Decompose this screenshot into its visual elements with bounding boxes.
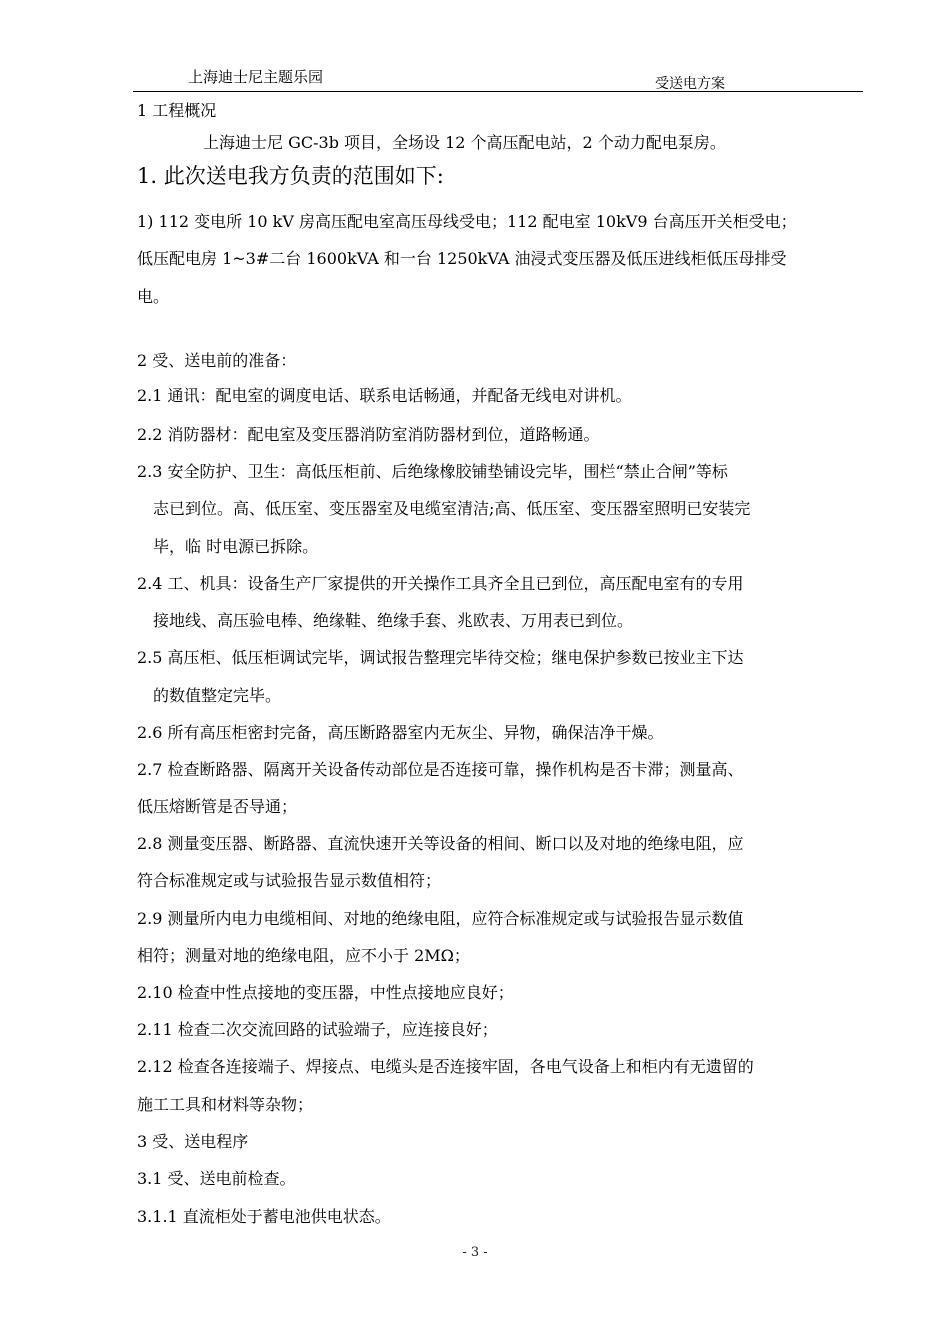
section-heading-2: 2 受、送电前的准备：: [137, 351, 297, 370]
paragraph-line: 电。: [137, 287, 170, 306]
list-item: 2.9 测量所内电力电缆相间、对地的绝缘电阻，应符合标准规定或与试验报告显示数值: [137, 909, 744, 928]
list-item: 3.1 受、送电前检查。: [137, 1169, 296, 1188]
list-item: 2.8 测量变压器、断路器、直流快速开关等设备的相间、断口以及对地的绝缘电阻，应: [137, 834, 744, 853]
paragraph: 上海迪士尼 GC-3b 项目，全场设 12 个高压配电站，2 个动力配电泵房。: [203, 133, 726, 152]
list-item-continuation: 的数值整定完毕。: [153, 686, 282, 705]
list-item: 2.2 消防器材：配电室及变压器消防室消防器材到位，道路畅通。: [137, 425, 600, 444]
paragraph-line: 1) 112 变电所 10 kV 房高压配电室高压母线受电；112 配电室 10kV9 台高压开关柜受电；: [137, 212, 797, 231]
section-heading-3: 3 受、送电程序: [137, 1132, 249, 1151]
header-project-name: 上海迪士尼主题乐园: [188, 68, 324, 86]
list-item: 2.11 检查二次交流回路的试验端子，应连接良好；: [137, 1020, 498, 1039]
header-doc-title: 受送电方案: [655, 76, 725, 92]
list-item-continuation: 施工工具和材料等杂物；: [137, 1095, 314, 1114]
list-item: 2.12 检查各连接端子、焊接点、电缆头是否连接牢固，各电气设备上和柜内有无遗留的: [137, 1057, 754, 1076]
list-item-continuation: 符合标准规定或与试验报告显示数值相符；: [137, 871, 442, 890]
section-heading-1: 1 工程概况: [137, 101, 217, 120]
list-item: 2.7 检查断路器、隔离开关设备传动部位是否连接可靠，操作机构是否卡滞；测量高、: [137, 760, 744, 779]
list-item: 2.5 高压柜、低压柜调试完毕，调试报告整理完毕待交检；继电保护参数已按业主下达: [137, 648, 744, 667]
list-item-continuation: 毕，临 时电源已拆除。: [153, 537, 319, 556]
list-item: 2.3 安全防护、卫生：高低压柜前、后绝缘橡胶铺垫铺设完毕，围栏“禁止合闸”等标: [137, 462, 728, 481]
scope-heading: 1. 此次送电我方负责的范围如下:: [137, 164, 444, 188]
list-item: 2.6 所有高压柜密封完备，高压断路器室内无灰尘、异物，确保洁净干燥。: [137, 723, 664, 742]
header-divider: [133, 91, 863, 92]
paragraph-line: 低压配电房 1~3#二台 1600kVA 和一台 1250kVA 油浸式变压器及低压进线柜低压母排受: [137, 249, 787, 268]
list-item: 2.1 通讯：配电室的调度电话、联系电话畅通，并配备无线电对讲机。: [137, 386, 632, 405]
list-item-continuation: 相符；测量对地的绝缘电阻，应不小于 2MΩ；: [137, 946, 470, 965]
list-item: 2.4 工、机具：设备生产厂家提供的开关操作工具齐全且已到位，高压配电室有的专用: [137, 574, 744, 593]
list-item-continuation: 接地线、高压验电棒、绝缘鞋、绝缘手套、兆欧表、万用表已到位。: [153, 611, 634, 630]
list-item-continuation: 低压熔断管是否导通；: [137, 797, 298, 816]
list-item: 3.1.1 直流柜处于蓄电池供电状态。: [137, 1207, 391, 1226]
list-item: 2.10 检查中性点接地的变压器，中性点接地应良好；: [137, 983, 514, 1002]
page-number: - 3 -: [462, 1245, 488, 1260]
list-item-continuation: 志已到位。高、低压室、变压器室及电缆室清洁;高、低压室、变压器室照明已安装完: [153, 499, 751, 518]
